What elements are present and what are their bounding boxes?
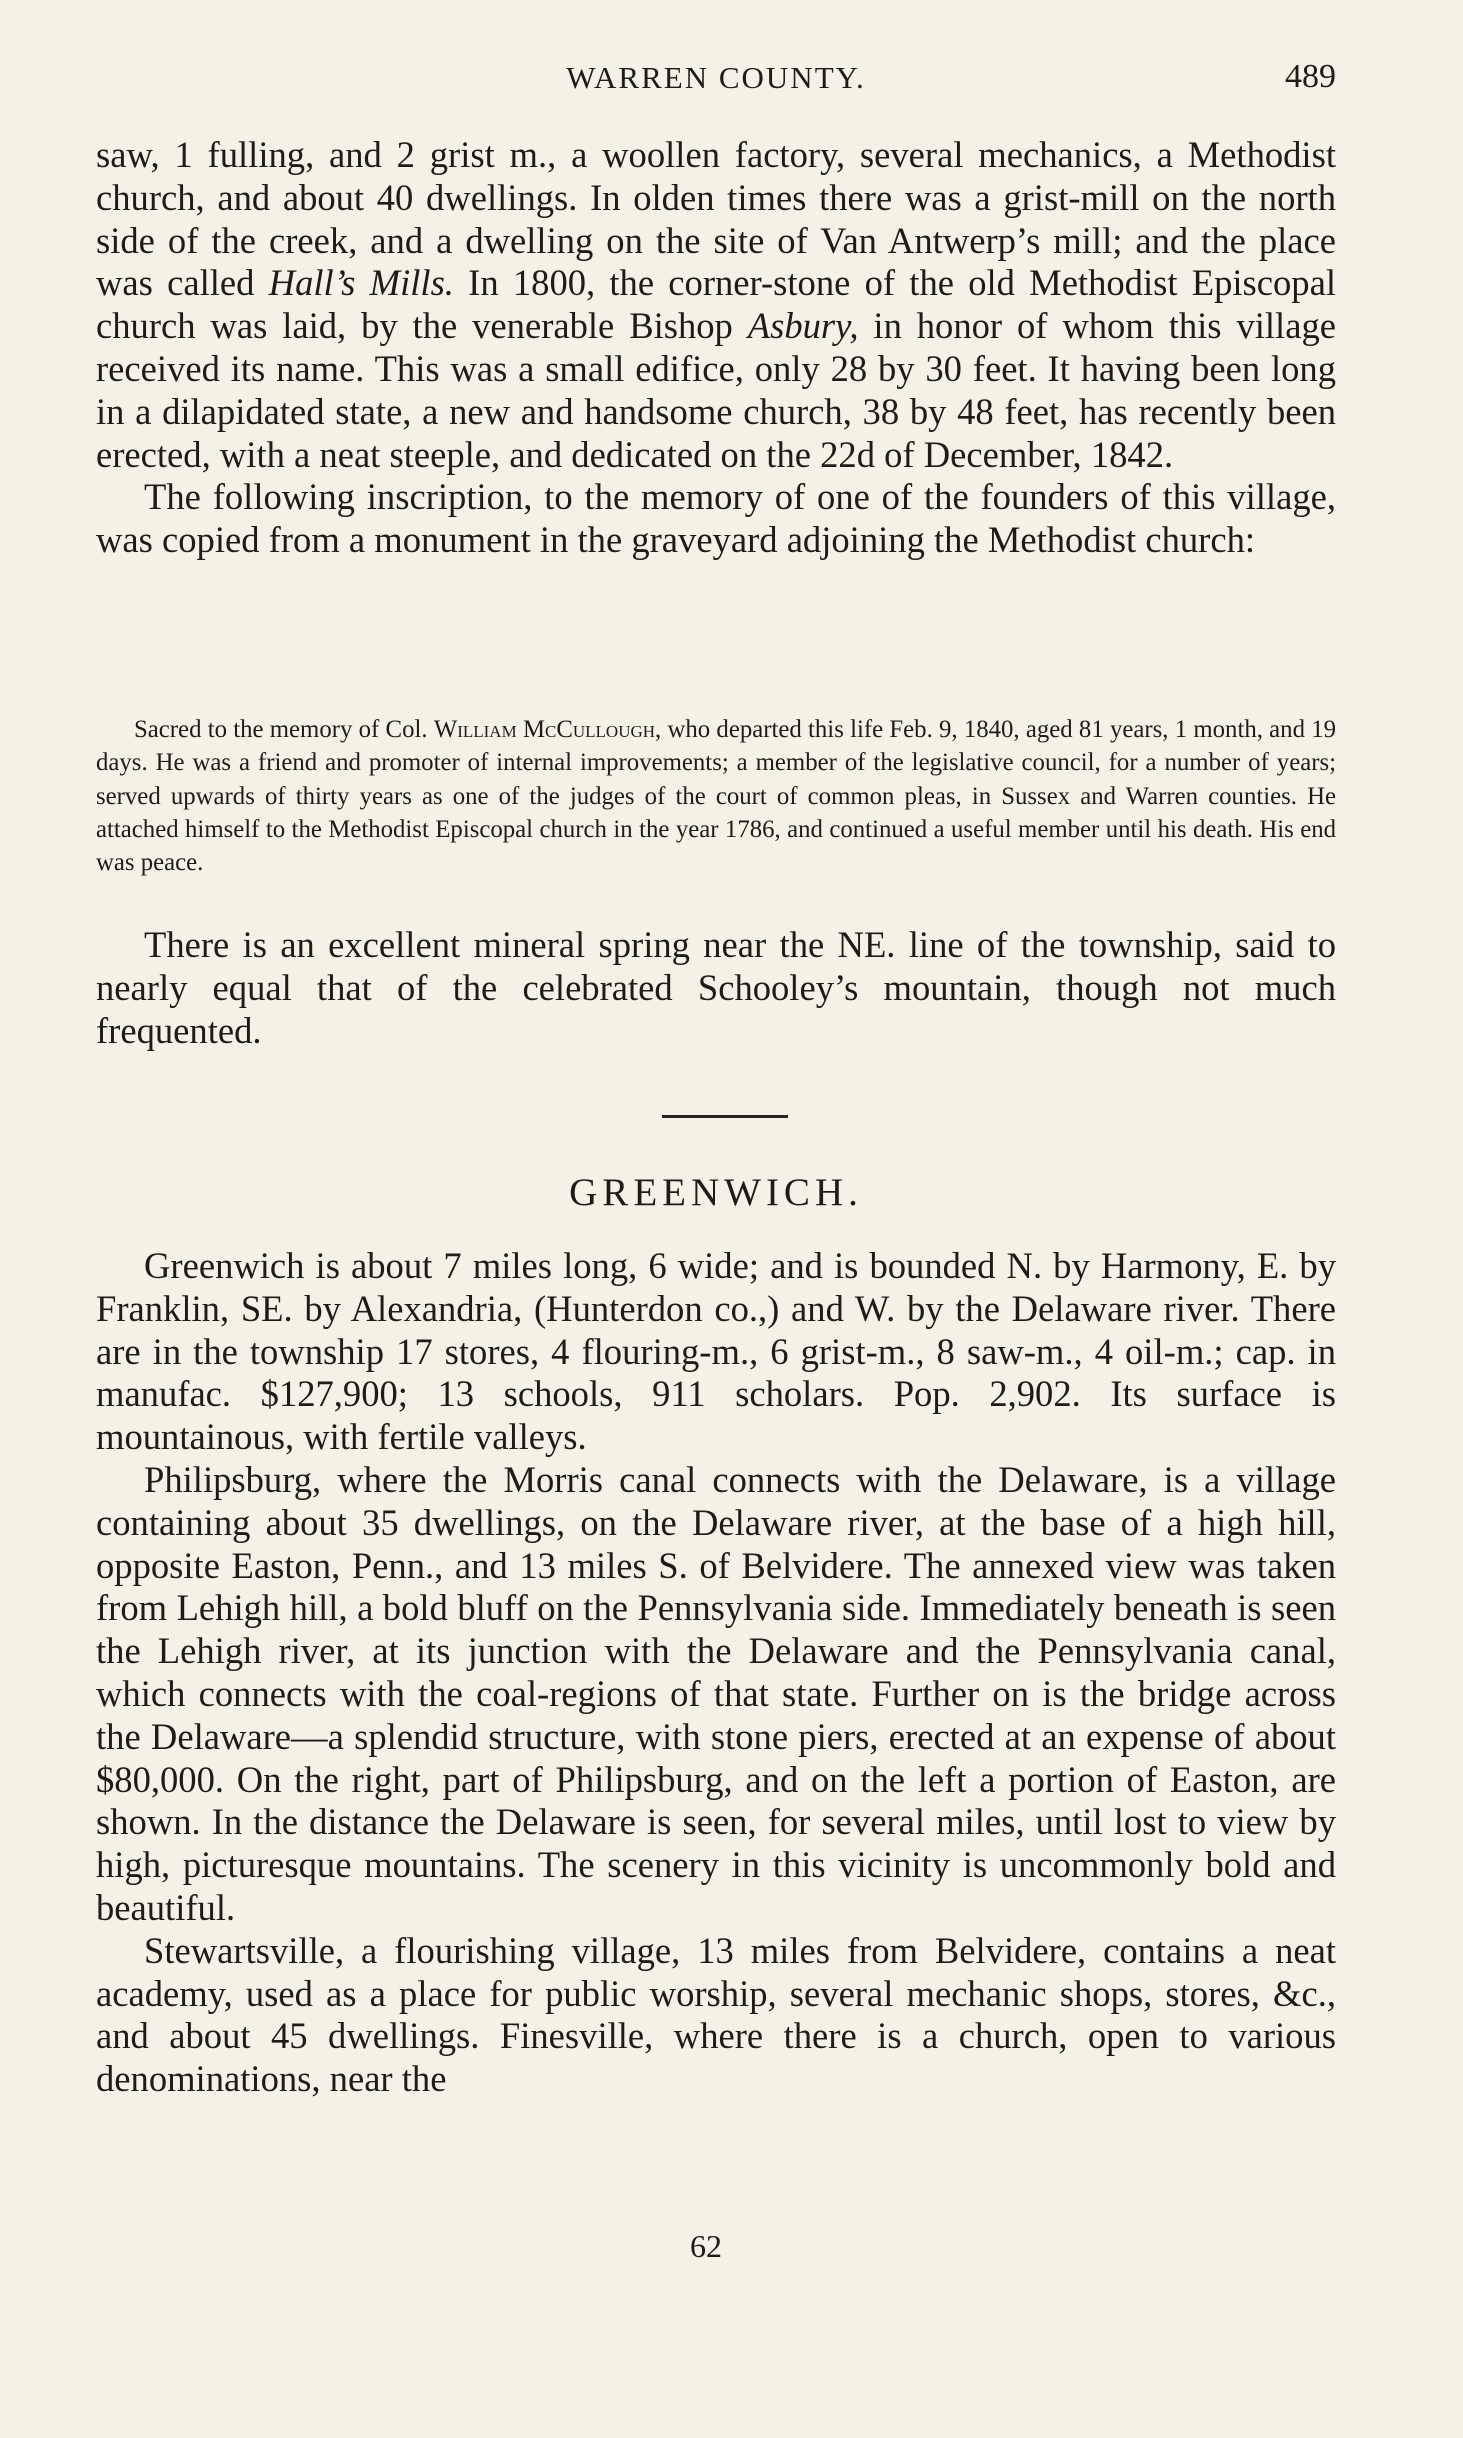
asbury-italic: Asbury, xyxy=(747,305,859,347)
mineral-spring-block xyxy=(96,924,1336,1052)
mineral-spring-paragraph: There is an excellent mineral spring near the NE. line of the township, said to nearly equal that of the celebrated Schooley’s mountain, though not much frequented. xyxy=(96,924,1336,1051)
monument-inscription xyxy=(96,713,1336,879)
inscription-name: William McCullough, xyxy=(433,716,662,743)
halls-mills-italic: Hall’s Mills. xyxy=(268,262,454,304)
page-header xyxy=(96,56,1336,106)
greenwich-paragraph-3: Stewartsville, a flourishing village, 13 miles from Belvidere, contains a neat academy, used as a place for public worship, several mechanic shops, stores, &c., and about 45 dwellings. Finesville, where there is a church, open to various denominations, near the xyxy=(96,1929,1336,2100)
intro-text-block xyxy=(96,134,1336,562)
greenwich-paragraph-1: Greenwich is about 7 miles long, 6 wide; and is bounded N. by Harmony, E. by Franklin, SE. by Alexandria, (Hunterdon co.,) and W. by the Delaware river. There are in the township 17 stores, 4 flouring-m., 6 grist-m., 8 saw-m., 4 oil-m.; cap. in manufac. $127,900; 13 schools, 911 scholars. Pop. 2,902. Its surface is mountainous, with fertile valleys. xyxy=(96,1245,1336,1458)
signature-mark: 62 xyxy=(690,2228,722,2264)
intro-text-a: saw, 1 fulling, and 2 grist m., a woollen factory, several mechanics, a Methodist church, and about 40 dwellings. In olden times there was a grist-mill on the north side of the creek, and a dwelling on the site of Van Antwerp’s mill; and the place was called xyxy=(96,134,1336,304)
intro-text-e: in honor of whom this village received its name. This was a small edifice, only 28 by 30 feet. It having been long in a dilapidated state, a new and handsome church, 38 by 48 feet, has recently been erected, with a neat steeple, and dedicated on the 22d of December, 1842. xyxy=(96,305,1336,475)
inscription-intro-paragraph: The following inscription, to the memory of one of the founders of this village, was copied from a monument in the graveyard adjoining the Methodist church: xyxy=(96,476,1336,561)
intro-paragraph-continued xyxy=(96,134,1336,476)
inscription-text-a: Sacred to the memory of Col. xyxy=(134,716,434,743)
inscription-text-b: who departed this life Feb. 9, 1840, aged 81 years, 1 month, and 19 days. He was a friend and promoter of internal improvements; a member of the legislative council, for a number of years; served upwards of thirty years as one of the judges of the court of common pleas, in Sussex and Warren counties. He attached himself to the Methodist Episcopal church in the year 1786, and continued a useful member until his death. His end was peace. xyxy=(96,716,1337,877)
section-divider xyxy=(662,1115,788,1118)
page-number: 489 xyxy=(1285,58,1336,95)
greenwich-text-block xyxy=(96,1245,1336,2101)
section-heading-greenwich: GREENWICH. xyxy=(569,1171,863,1214)
running-head: WARREN COUNTY. xyxy=(566,60,866,95)
greenwich-paragraph-2: Philipsburg, where the Morris canal connects with the Delaware, is a village containing about 35 dwellings, on the Delaware river, at the base of a high hill, opposite Easton, Penn., and 13 miles S. of Belvidere. The annexed view was taken from Lehigh hill, a bold bluff on the Pennsylvania side. Immediately beneath is seen the Lehigh river, at its junction with the Delaware and the Pennsylvania canal, which connects with the coal-regions of that state. Further on is the bridge across the Delaware—a splendid structure, with stone piers, erected at an expense of about $80,000. On the right, part of Philipsburg, and on the left a portion of Easton, are shown. In the distance the Delaware is seen, for several miles, until lost to view by high, picturesque mountains. The scenery in this vicinity is uncommonly bold and beautiful. xyxy=(96,1458,1336,1928)
intro-text-c: In 1800, the corner-stone of the old Methodist Episcopal church was laid, by the venerable Bishop xyxy=(96,262,1336,347)
